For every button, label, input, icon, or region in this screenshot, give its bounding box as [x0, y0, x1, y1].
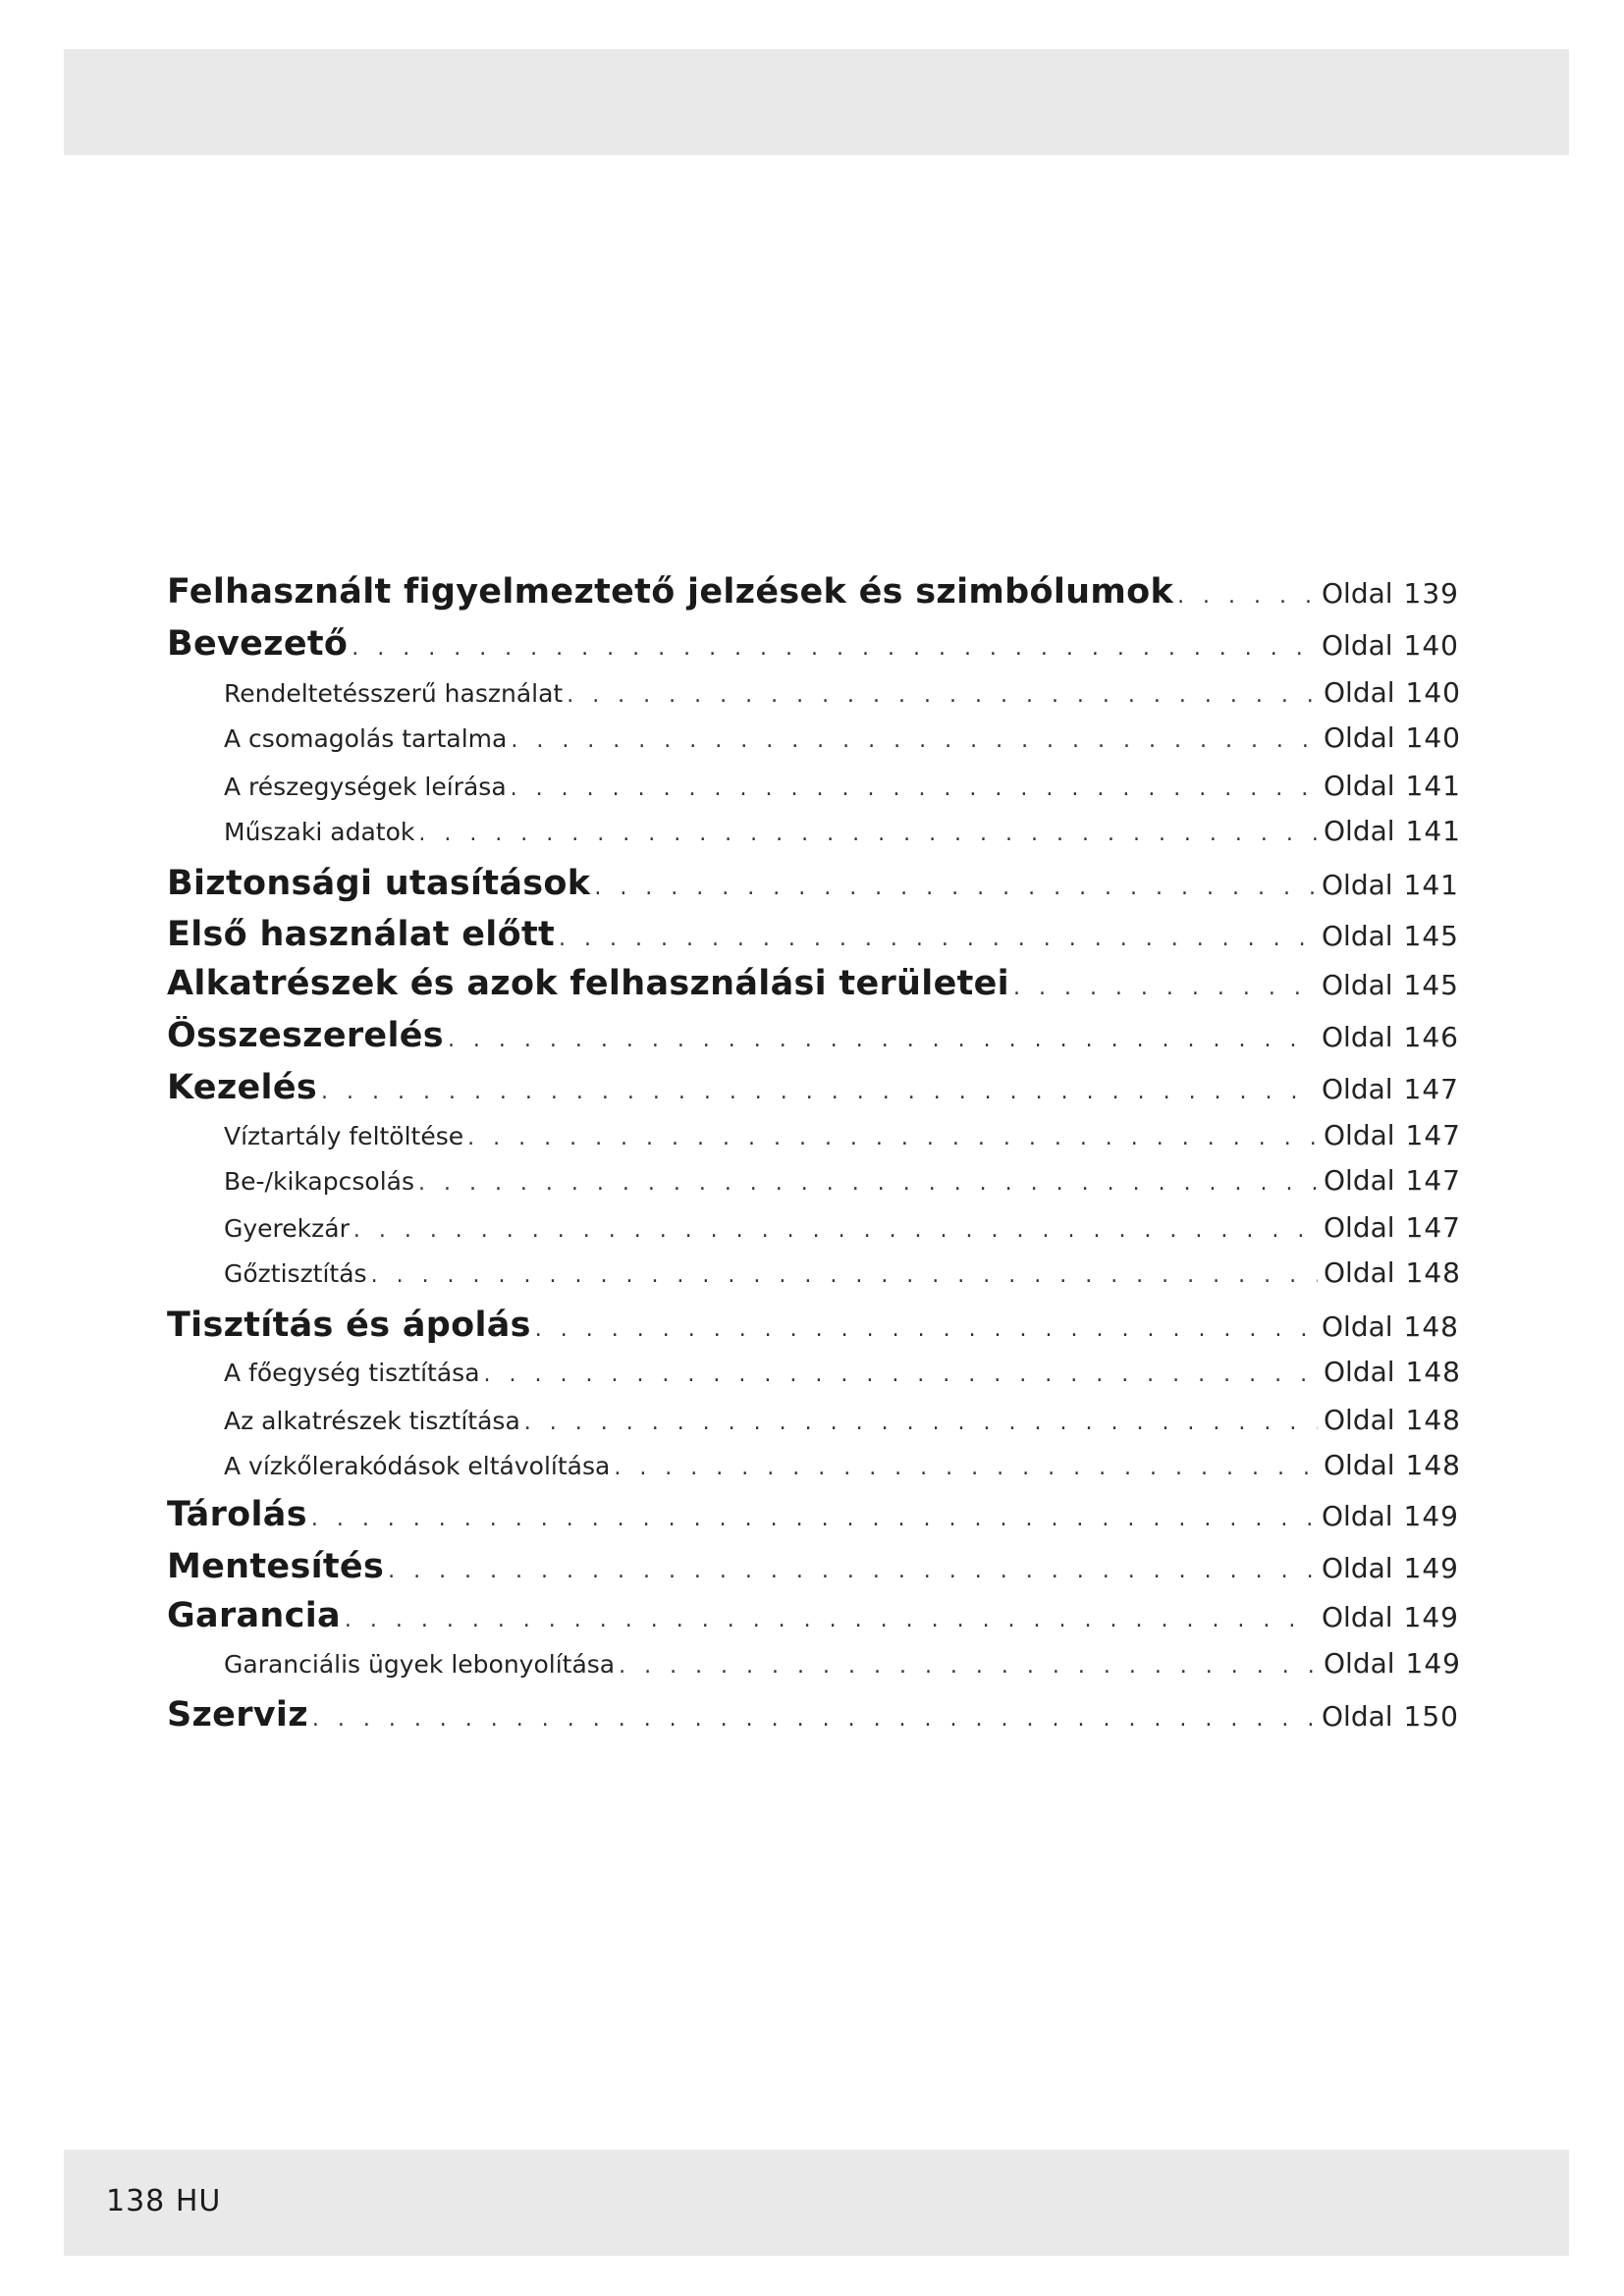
page-label: Oldal: [1324, 1164, 1395, 1197]
page-number: 148: [1405, 1356, 1461, 1388]
dot-leader: [484, 1362, 1318, 1387]
toc-entry-descaling[interactable]: [224, 1449, 1461, 1498]
page-label: Oldal: [1324, 1404, 1395, 1436]
page-label: Oldal: [1324, 1119, 1395, 1151]
page-number: 147: [1403, 1073, 1459, 1105]
page-label: Oldal: [1324, 676, 1395, 709]
dot-leader: [511, 728, 1318, 753]
toc-entry-title: Az alkatrészek tisztítása: [224, 1407, 520, 1435]
toc-entry-child-lock[interactable]: [224, 1211, 1461, 1260]
toc-entry-warranty-handling[interactable]: [224, 1647, 1461, 1696]
toc-entry-title: Be-/kikapcsolás: [224, 1167, 414, 1196]
footer-page-number: 138: [106, 2184, 166, 2218]
dot-leader: [353, 1218, 1318, 1243]
page-label: Oldal: [1322, 1500, 1393, 1532]
dot-leader: [345, 1608, 1316, 1632]
page-number: 147: [1405, 1211, 1461, 1244]
page-label: Oldal: [1324, 770, 1395, 802]
toc-entry-service[interactable]: [167, 1695, 1459, 1744]
toc-entry-parts-description[interactable]: [224, 770, 1461, 819]
toc-entry-title: Garancia: [167, 1596, 341, 1635]
toc-entry-operation[interactable]: [167, 1068, 1459, 1117]
dot-leader: [418, 1171, 1318, 1196]
page-label: Oldal: [1324, 1256, 1395, 1289]
toc-entry-title: A csomagolás tartalma: [224, 724, 508, 753]
page-number: 148: [1403, 1310, 1459, 1343]
toc-entry-assembly[interactable]: [167, 1016, 1459, 1065]
page-number: 148: [1405, 1404, 1461, 1436]
toc-entry-title: Gyerekzár: [224, 1214, 350, 1243]
dot-leader: [619, 1654, 1318, 1679]
toc-entry-title: Műszaki adatok: [224, 818, 415, 846]
dot-leader: [312, 1707, 1316, 1732]
dot-leader: [388, 1559, 1316, 1583]
page-label: Oldal: [1322, 920, 1393, 952]
toc-entry-title: Garanciális ügyek lebonyolítása: [224, 1650, 616, 1679]
page-label: Oldal: [1322, 1552, 1393, 1584]
page-label: Oldal: [1322, 1073, 1393, 1105]
dot-leader: [511, 776, 1318, 801]
toc-entry-title: Gőztisztítás: [224, 1259, 367, 1288]
footer-band: [64, 2150, 1569, 2256]
toc-entry-steam-cleaning[interactable]: [224, 1256, 1461, 1306]
dot-leader: [559, 927, 1316, 951]
page-label: Oldal: [1324, 1211, 1395, 1244]
page-number: 149: [1405, 1647, 1461, 1680]
page-number: 150: [1403, 1700, 1459, 1733]
page-number: 139: [1403, 577, 1459, 610]
toc-entry-cleaning-care[interactable]: [167, 1306, 1459, 1355]
toc-entry-title: Összeszerelés: [167, 1016, 444, 1055]
toc-entry-parts-cleaning[interactable]: [224, 1404, 1461, 1453]
page-label: Oldal: [1322, 969, 1393, 1001]
dot-leader: [524, 1411, 1318, 1435]
toc-entry-title: A részegységek leírása: [224, 773, 507, 801]
page-label: Oldal: [1324, 1647, 1395, 1680]
toc-entry-title: Felhasznált figyelmeztető jelzések és szimbólumok: [167, 572, 1174, 612]
toc-entry-technical-data[interactable]: [224, 815, 1461, 864]
toc-entry-disposal[interactable]: [167, 1547, 1459, 1596]
toc-entry-title: Mentesítés: [167, 1547, 385, 1586]
dot-leader: [352, 636, 1316, 661]
page-number: 140: [1403, 629, 1459, 662]
page-label: Oldal: [1322, 869, 1393, 901]
toc-entry-storage[interactable]: [167, 1495, 1459, 1544]
toc-entry-main-unit-cleaning[interactable]: [224, 1356, 1461, 1405]
toc-entry-title: Első használat előtt: [167, 915, 556, 954]
toc-entry-title: Alkatrészek és azok felhasználási területei: [167, 964, 1009, 1003]
dot-leader: [321, 1080, 1316, 1104]
page-label: Oldal: [1322, 1601, 1393, 1633]
dot-leader: [614, 1456, 1318, 1480]
page-label: Oldal: [1322, 629, 1393, 662]
page-number: 149: [1403, 1552, 1459, 1584]
toc-entry-fill-tank[interactable]: [224, 1119, 1461, 1168]
toc-entry-title: A főegység tisztítása: [224, 1359, 480, 1387]
page-number: 141: [1403, 869, 1459, 901]
toc-entry-intended-use[interactable]: [224, 676, 1461, 725]
page-label: Oldal: [1322, 577, 1393, 610]
page-number: 147: [1405, 1119, 1461, 1151]
page-number: 145: [1403, 920, 1459, 952]
page-label: Oldal: [1324, 1449, 1395, 1481]
page-number: 149: [1403, 1601, 1459, 1633]
toc-entry-title: Bevezető: [167, 624, 349, 664]
dot-leader: [448, 1028, 1316, 1052]
page-label: Oldal: [1324, 815, 1395, 847]
toc-entry-title: Kezelés: [167, 1068, 318, 1107]
dot-leader: [594, 876, 1316, 900]
toc-entry-introduction[interactable]: [167, 624, 1459, 673]
page-label: Oldal: [1322, 1021, 1393, 1053]
dot-leader: [371, 1263, 1318, 1288]
dot-leader: [567, 683, 1318, 708]
toc-entry-title: Tisztítás és ápolás: [167, 1306, 531, 1345]
toc-entry-title: A vízkőlerakódások eltávolítása: [224, 1452, 611, 1480]
page-label: Oldal: [1324, 721, 1395, 754]
dot-leader: [1013, 976, 1316, 1000]
page-number: 141: [1405, 815, 1461, 847]
page-number: 147: [1405, 1164, 1461, 1197]
page-number: 141: [1405, 770, 1461, 802]
toc-entry-symbols[interactable]: [167, 572, 1459, 621]
toc-entry-title: Rendeltetésszerű használat: [224, 679, 564, 708]
toc-entry-package-contents[interactable]: [224, 721, 1461, 771]
footer-language: HU: [175, 2184, 222, 2218]
page-number: 145: [1403, 969, 1459, 1001]
toc-entry-title: Szerviz: [167, 1695, 308, 1735]
dot-leader: [311, 1507, 1316, 1531]
dot-leader: [535, 1317, 1316, 1342]
toc-entry-on-off[interactable]: [224, 1164, 1461, 1213]
page-number: 146: [1403, 1021, 1459, 1053]
dot-leader: [467, 1126, 1318, 1150]
page-number: 148: [1405, 1449, 1461, 1481]
page-number: 140: [1405, 721, 1461, 754]
toc-entry-title: Víztartály feltöltése: [224, 1122, 464, 1150]
toc-entry-safety[interactable]: [167, 864, 1459, 913]
page-number: 140: [1405, 676, 1461, 709]
dot-leader: [1177, 584, 1316, 609]
page-footer: [106, 2184, 221, 2218]
toc-entry-title: Biztonsági utasítások: [167, 864, 591, 903]
toc-entry-title: Tárolás: [167, 1495, 307, 1534]
dot-leader: [418, 822, 1318, 846]
toc-entry-before-first-use[interactable]: [167, 915, 1459, 964]
page-number: 148: [1405, 1256, 1461, 1289]
page-label: Oldal: [1322, 1700, 1393, 1733]
page-label: Oldal: [1324, 1356, 1395, 1388]
page-label: Oldal: [1322, 1310, 1393, 1343]
toc-entry-accessories[interactable]: [167, 964, 1459, 1013]
page-number: 149: [1403, 1500, 1459, 1532]
toc-entry-warranty[interactable]: [167, 1596, 1459, 1645]
